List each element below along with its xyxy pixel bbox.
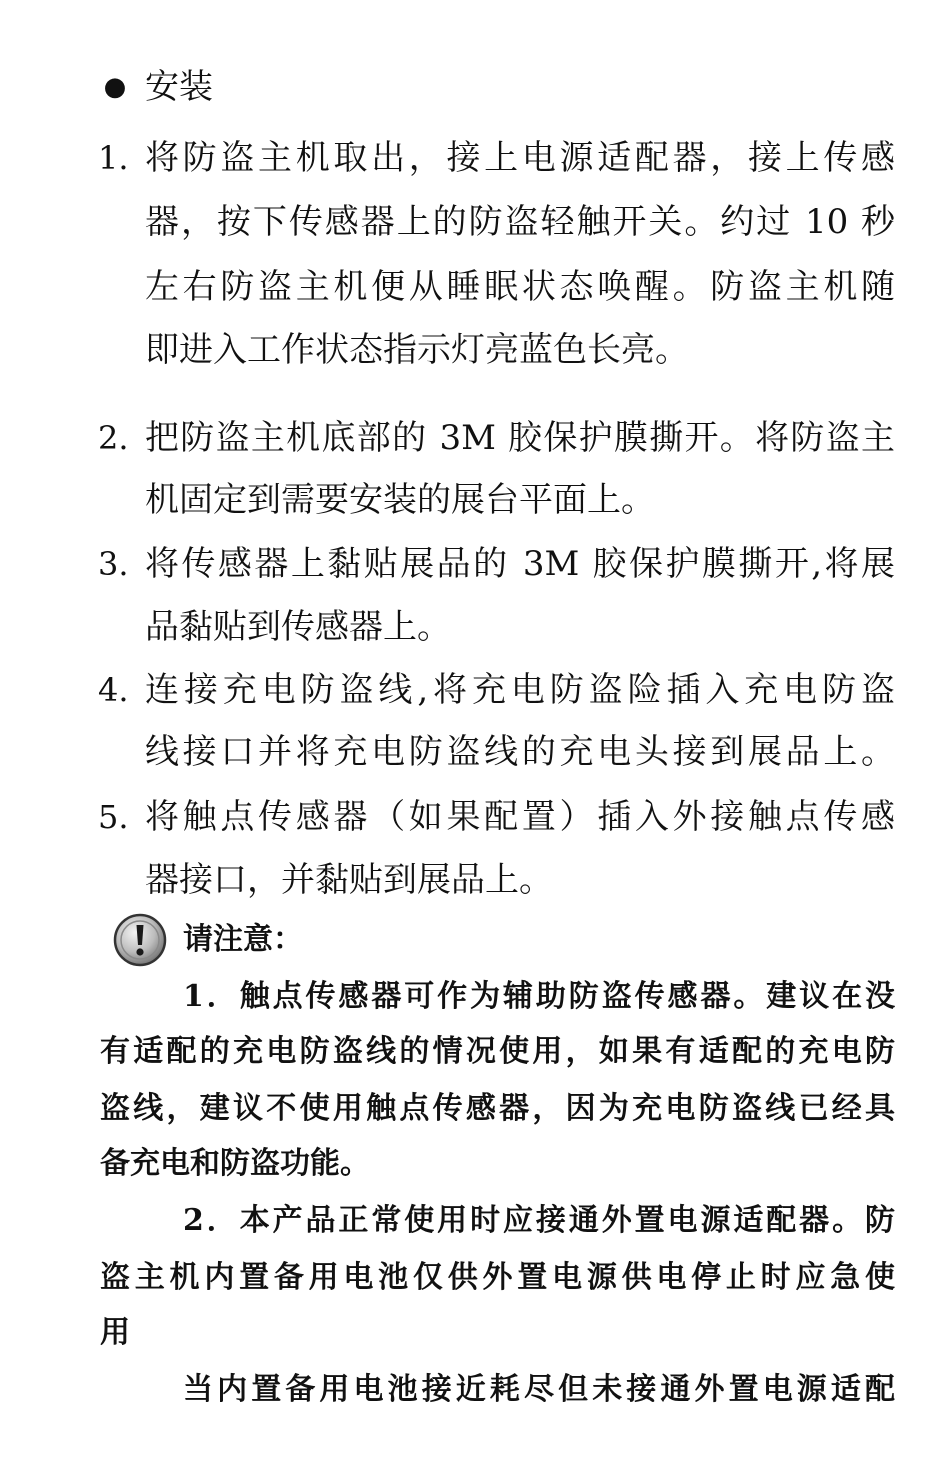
step-line: 将防盗主机取出，接上电源适配器，接上传感 [145, 138, 895, 178]
step-number: 4. [98, 671, 129, 709]
step-line: 机固定到需要安装的展台平面上。 [145, 480, 655, 520]
step-number: 3. [98, 545, 129, 583]
step-line: 连接充电防盗线,将充电防盗险插入充电防盗 [145, 670, 895, 710]
notice-line: 当内置备用电池接近耗尽但未接通外置电源适配 [183, 1372, 895, 1407]
notice-line: 有适配的充电防盗线的情况使用，如果有适配的充电防 [100, 1034, 895, 1069]
notice-line: 盗线，建议不使用触点传感器，因为充电防盗线已经具 [100, 1091, 895, 1126]
step-line: 线接口并将充电防盗线的充电头接到展品上。 [145, 732, 895, 772]
step-number: 1. [98, 139, 129, 177]
step-line: 器，按下传感器上的防盗轻触开关。约过 10 秒 [145, 202, 895, 242]
notice-line: 2．本产品正常使用时应接通外置电源适配器。防 [183, 1203, 895, 1238]
notice-line: 用 [100, 1315, 130, 1350]
step-line: 将触点传感器（如果配置）插入外接触点传感 [145, 797, 895, 837]
step-line: 将传感器上黏贴展品的 3M 胶保护膜撕开,将展 [145, 544, 895, 584]
exclamation-icon [112, 912, 168, 968]
step-line: 品黏贴到传感器上。 [145, 607, 451, 647]
step-number: 2. [98, 419, 129, 457]
notice-line: 备充电和防盗功能。 [100, 1146, 370, 1181]
step-line: 左右防盗主机便从睡眠状态唤醒。防盗主机随 [145, 267, 895, 307]
step-line: 把防盗主机底部的 3M 胶保护膜撕开。将防盗主 [145, 418, 895, 458]
notice-line: 1．触点传感器可作为辅助防盗传感器。建议在没 [183, 979, 895, 1014]
section-title: 安装 [145, 67, 213, 107]
notice-title: 请注意： [183, 922, 303, 957]
notice-line: 盗主机内置备用电池仅供外置电源供电停止时应急使 [100, 1260, 895, 1295]
section-bullet: ● [103, 72, 127, 102]
step-number: 5. [98, 798, 129, 836]
step-line: 即进入工作状态指示灯亮蓝色长亮。 [145, 330, 689, 370]
step-line: 器接口，并黏贴到展品上。 [145, 860, 553, 900]
